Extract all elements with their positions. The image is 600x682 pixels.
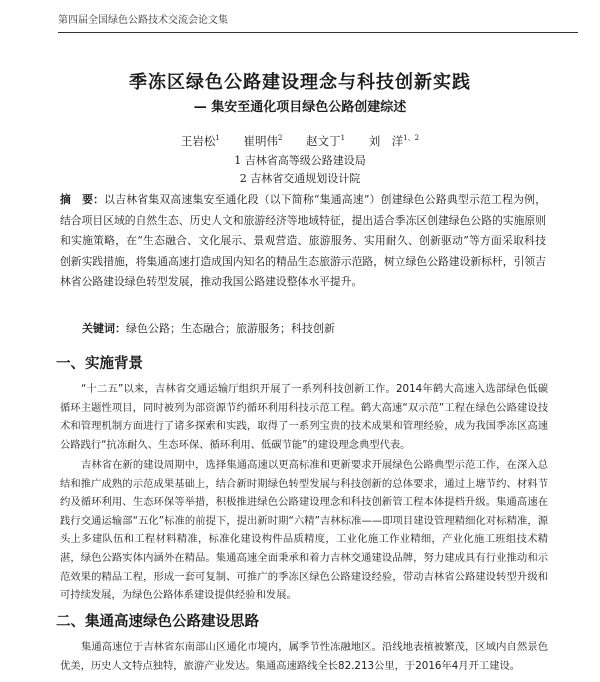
keywords-text: 绿色公路；生态融合；旅游服务；科技创新 (126, 322, 335, 335)
running-header (58, 12, 578, 33)
paper-title: 季冻区绿色公路建设理念与科技创新实践 (129, 72, 471, 93)
body-paragraph: “十二五”以来，吉林省交通运输厅组织开展了一系列科技创新工作。2014年鹤大高速入选部绿色低碳循环主题性项目，同时被列为部资源节约循环利用科技示范工程。鹤大高速“双示范”工程在绿色公路建设技术和管理机制方面进行了诸多探索和实践，取得了一系列宝贵的技术成果和管理经验，成为我国季冻区高速公路践行“抗冻耐久、生态环保、循环利用、低碳节能”的建设理念典型代表。 (60, 383, 548, 451)
affiliation: 2 吉林省交通规划设计院 (239, 172, 361, 185)
section-heading: 一、实施背景 (56, 356, 143, 372)
author: 崔明伟$^2$ (243, 134, 283, 148)
journal-name: 第四届全国绿色公路技术交流会论文集 (58, 15, 228, 26)
author-list (0, 133, 600, 149)
keywords (82, 320, 542, 336)
author: 赵文丁$^1$ (306, 134, 346, 148)
section-heading: 二、集通高速绿色公路建设思路 (56, 614, 259, 630)
affiliation: 1 吉林省高等级公路建设局 (234, 154, 366, 167)
keywords-label: 关键词： (82, 322, 126, 335)
paper-subtitle: — 集安至通化项目绿色公路创建综述 (193, 100, 407, 115)
author: 刘 洋$^{1、2}$ (368, 134, 420, 148)
abstract (60, 190, 546, 293)
abstract-text: 以吉林省集双高速集安至通化段（以下简称“集通高速”）创建绿色公路典型示范工程为例，结合项目区域的自然生态、历史人文和旅游经济等地域特征，提出适合季冻区创建绿色公路的实施原则和实施策略，在“生态融合、文化展示、景观营造、旅游服务、实用耐久、创新驱动”等方面采取科技创新实践措施，将集通高速打造成国内知名的精品生态旅游示范路，树立绿色公路建设新标杆，引领吉林省公路建设绿色转型发展，推动我国公路建设整体水平提升。 (60, 193, 547, 288)
body-paragraph: 吉林省在新的建设周期中，选择集通高速以更高标准和更新要求开展绿色公路典型示范工作，在深入总结和推广成熟的示范成果基础上，结合新时期绿色转型发展与科技创新的总体要求，通过上塘节约、材料节约及循环利用、生态环保等举措，积极推进绿色公路建设理念和科技创新管工程本体提档升级。集通高速在践行交通运输部“五化”标准的前提下，提出新时期“六精”吉林标准——即项目建设管理精细化对标精准，源头上多建队伍和工程材料精准，标准化建设构件品质精度，工业化施工作业精细，产业化施工班组技术精湛，绿色公路实体内涵外在精品。集通高速全面秉承和着力吉林交通建设品牌，努力建成具有行业推动和示范效果的精品工程，形成一套可复制、可推广的季冻区绿色公路建设经验，带动吉林省公路建设转型升级和可持续发展，为绿色公路体系建设提供经验和发展。 (60, 459, 548, 602)
body-paragraph: 集通高速位于吉林省东南部山区通化市境内，属季节性冻融地区。沿线地表植被繁茂，区域内自然景色优美，历史人文特点独特，旅游产业发达。集通高速路线全长82.213公里，于2016年4月开工建设。 (60, 641, 548, 672)
abstract-label: 摘 要： (60, 193, 105, 206)
author: 王岩松$^1$ (180, 134, 220, 148)
